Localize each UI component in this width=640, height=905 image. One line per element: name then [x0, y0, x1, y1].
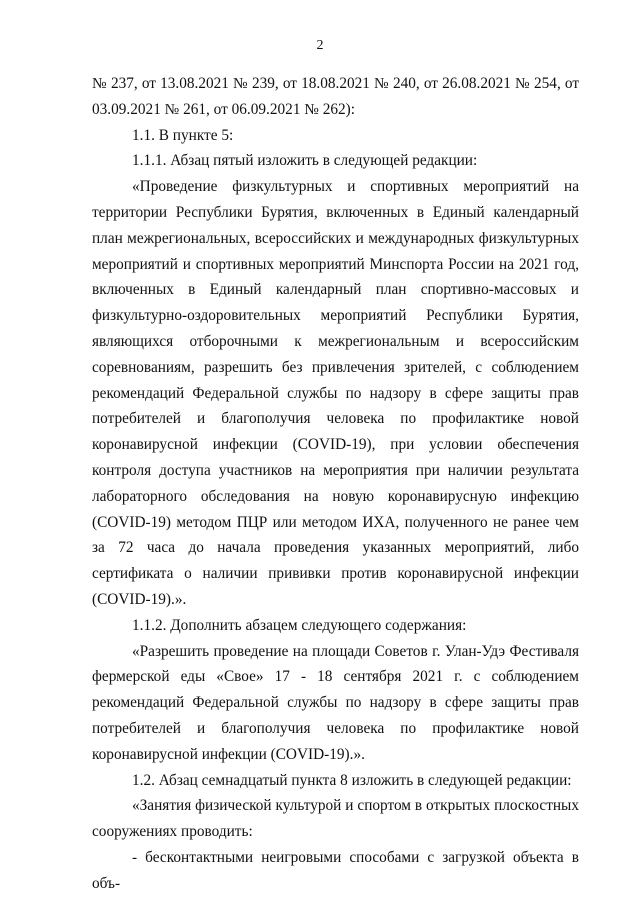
paragraph-item-1-2: 1.2. Абзац семнадцатый пункта 8 изложить в следующей редакции:	[132, 771, 572, 789]
paragraph-item-1-1: 1.1. В пункте 5:	[132, 126, 234, 144]
paragraph-item-1-1-2: 1.1.2. Дополнить абзацем следующего содержания:	[132, 616, 467, 634]
document-body	[92, 71, 579, 897]
page-number: 2	[316, 38, 324, 53]
paragraph-farmers-festival: «Разрешить проведение на площади Советов г. Улан-Удэ Фестиваля фермерской еды «Свое» 17 - 18 сентября 2021 г. с соблюдением рекомендаций Федеральной службы по надзору в сфере защиты прав потребителей и благополучия человека по профилактике новой коронавирусной инфекции (COVID-19).».	[92, 642, 579, 763]
paragraph-contactless-list-item: - бесконтактными неигровыми способами с загрузкой объекта в объ-	[92, 848, 579, 892]
paragraph-outdoor-sports: «Занятия физической культурой и спортом в открытых плоскостных сооружениях проводить:	[92, 797, 579, 841]
paragraph-sports-events: «Проведение физкультурных и спортивных мероприятий на территории Республики Бурятия, включенных в Единый календарный план межрегиональных, всероссийских и международных физкультурных мероприятий и спортивных мероприятий Минспорта России на 2021 год, включенных в Единый календарный план спортивно-массовых и физкультурно-оздоровительных мероприятий Республики Бурятия, являющихся отборочными к межрегиональным и всероссийским соревнованиям, разрешить без привлечения зрителей, с соблюдением рекомендаций Федеральной службы по надзору в сфере защиты прав потребителей и благополучия человека по профилактике новой коронавирусной инфекции (COVID-19), при условии обеспечения контроля доступа участников на мероприятия при наличии результата лабораторного обследования на новую коронавирусную инфекцию (COVID-19) методом ПЦР или методом ИХА, полученного не ранее чем за 72 часа до начала проведения указанных мероприятий, либо сертификата о наличии прививки против коронавирусной инфекции (COVID-19).».	[92, 178, 579, 608]
paragraph-item-1-1-1: 1.1.1. Абзац пятый изложить в следующей редакции:	[132, 152, 478, 170]
paragraph-amendment-list: № 237, от 13.08.2021 № 239, от 18.08.2021 № 240, от 26.08.2021 № 254, от 03.09.2021 № 261, от 06.09.2021 № 262):	[92, 75, 579, 118]
